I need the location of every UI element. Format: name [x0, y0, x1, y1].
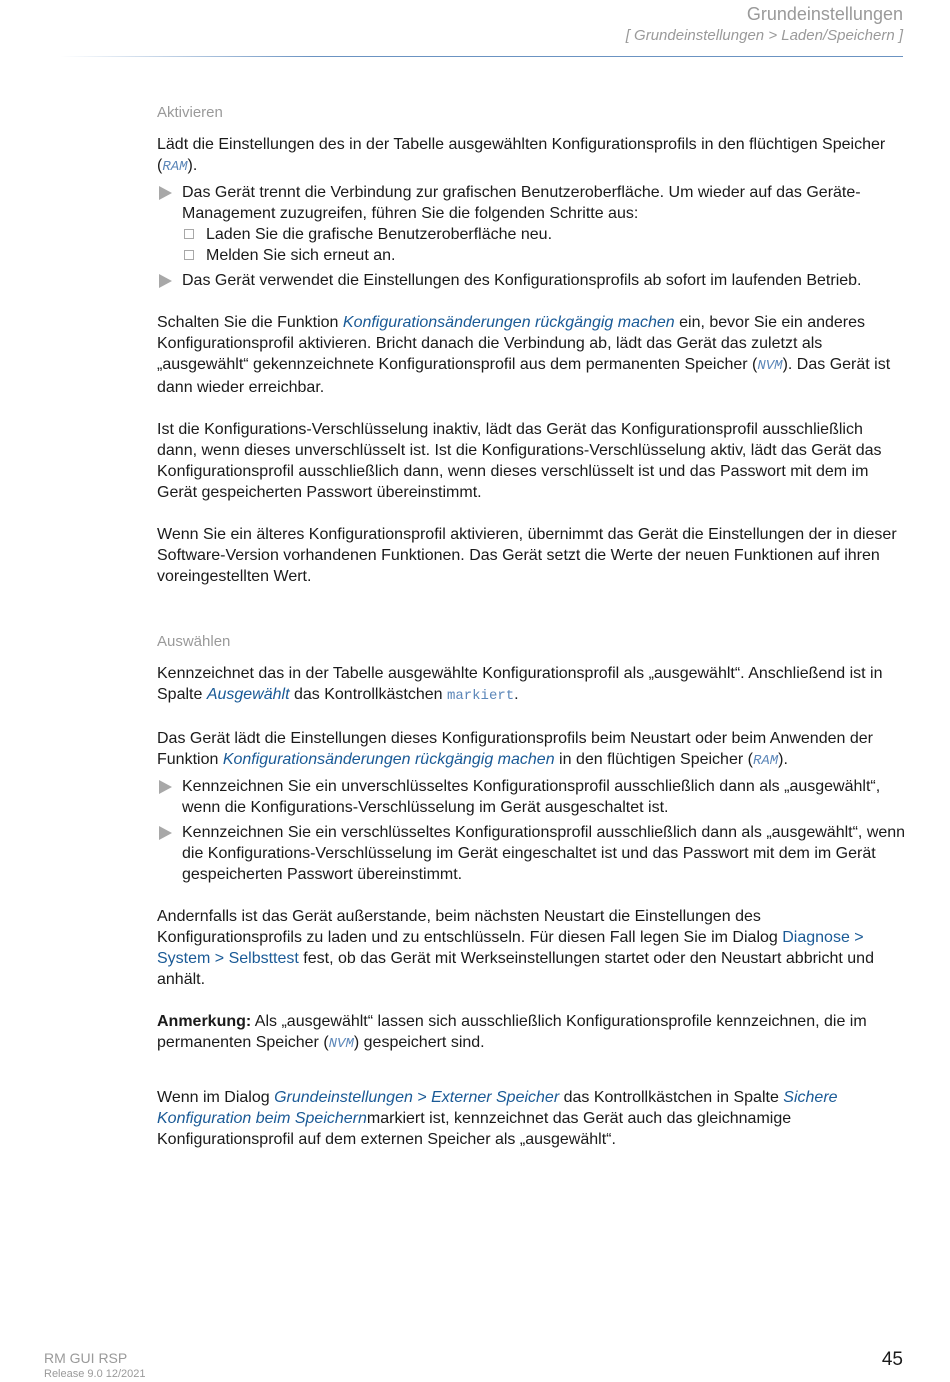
- paragraph: [157, 906, 907, 990]
- code-ram: RAM: [752, 753, 779, 769]
- text: ) gespeichert sind.: [353, 1034, 485, 1051]
- page-content: [157, 102, 907, 1171]
- result-text: Das Gerät verwendet die Einstellungen des Konfigurationsprofils ab sofort im laufenden Betrieb.: [182, 272, 862, 289]
- text: Wenn im Dialog: [157, 1089, 275, 1106]
- text: ).: [187, 157, 198, 174]
- code-nvm: NVM: [757, 358, 783, 374]
- text: Das Gerät lädt die Einstellungen dieses Konfigurationsprofils beim Neustart oder beim Anwenden der Funktion: [157, 730, 873, 768]
- step-item: [182, 224, 907, 245]
- code-nvm: NVM: [328, 1036, 354, 1052]
- text: ). Das Gerät ist dann wieder erreichbar.: [157, 356, 891, 396]
- header-breadcrumb: [ Grundeinstellungen > Laden/Speichern ]: [625, 27, 903, 44]
- text: ein, bevor Sie ein anderes Konfigurationsprofil aktivieren. Bricht danach die Verbindung ab, lädt das Gerät das zuletzt als „ausgewählt“ gekennzeichnete Konfigurationsprofil aus dem permanenten Speicher (: [157, 314, 866, 373]
- triangle-icon: [159, 186, 172, 200]
- text: Andernfalls ist das Gerät außerstande, beim nächsten Neustart die Einstellungen des Konfigurationsprofils zu laden und zu entschlüsseln. Für diesen Fall legen Sie im Dialog: [157, 908, 783, 946]
- link-externer-speicher[interactable]: Grundeinstellungen > Externer Speicher: [274, 1089, 560, 1106]
- code-ram: RAM: [162, 159, 188, 175]
- result-item: [157, 270, 907, 291]
- link-ausgewaehlt[interactable]: Ausgewählt: [206, 686, 290, 703]
- header-title: Grundeinstellungen: [746, 4, 903, 24]
- text: markiert ist, kennzeichnet das Gerät auch das gleichnamige Konfigurationsprofil auf dem externen Speicher als „ausgewählt“.: [157, 1110, 792, 1148]
- text: Kennzeichnet das in der Tabelle ausgewählte Konfigurationsprofil als „ausgewählt“. Anschließend ist in Spalte: [157, 665, 883, 703]
- paragraph: [157, 728, 907, 772]
- paragraph: [157, 663, 907, 707]
- checkbox-icon: [184, 250, 194, 260]
- link-undo-config-changes[interactable]: Konfigurationsänderungen rückgängig machen: [222, 751, 555, 768]
- text: in den flüchtigen Speicher (: [554, 751, 753, 768]
- result-text: Das Gerät trennt die Verbindung zur grafischen Benutzeroberfläche. Um wieder auf das Geräte-Management zuzugreifen, führen Sie die folgenden Schritte aus:: [182, 184, 861, 222]
- section-title-auswaehlen: Auswählen: [157, 633, 231, 650]
- code-markiert: markiert: [446, 688, 515, 704]
- text: das Kontrollkästchen: [289, 686, 447, 703]
- text: .: [514, 686, 519, 703]
- note-label: Anmerkung:: [157, 1013, 252, 1030]
- checkbox-icon: [184, 229, 194, 239]
- header-divider: [60, 56, 903, 57]
- paragraph: [157, 1087, 907, 1150]
- paragraph: Ist die Konfigurations-Verschlüsselung inaktiv, lädt das Gerät das Konfigurationsprofil ausschließlich dann, wenn dieses unverschlüsselt ist. Ist die Konfigurations-Verschlüsselung aktiv, lädt das Gerät das Konfigurationsprofil ausschließlich dann, wenn dieses verschlüsselt ist und das Passwort mit dem im Gerät gespeicherten Passwort übereinstimmt.: [157, 421, 882, 501]
- page-number: 45: [881, 1349, 903, 1370]
- text: Als „ausgewählt“ lassen sich ausschließlich Konfigurationsprofile kennzeichnen, die im permanenten Speicher (: [157, 1013, 867, 1051]
- note-paragraph: [157, 1011, 907, 1055]
- result-item: [157, 182, 907, 266]
- step-text: Melden Sie sich erneut an.: [206, 247, 396, 264]
- text: Schalten Sie die Funktion: [157, 314, 343, 331]
- triangle-icon: [159, 780, 172, 794]
- result-text: Kennzeichnen Sie ein unverschlüsseltes Konfigurationsprofil ausschließlich dann als „ausgewählt“, wenn die Konfigurations-Verschlüsselung im Gerät ausgeschaltet ist.: [182, 778, 881, 816]
- step-text: Laden Sie die grafische Benutzeroberfläche neu.: [206, 226, 553, 243]
- triangle-icon: [159, 826, 172, 840]
- result-item: [157, 822, 907, 885]
- result-item: [157, 776, 907, 818]
- link-undo-config-changes[interactable]: Konfigurationsänderungen rückgängig machen: [342, 314, 675, 331]
- text: fest, ob das Gerät mit Werkseinstellungen startet oder den Neustart abbricht und anhält.: [157, 950, 874, 988]
- text: Lädt die Einstellungen des in der Tabelle ausgewählten Konfigurationsprofils in den flüchtigen Speicher (: [157, 136, 886, 174]
- paragraph: [157, 134, 907, 178]
- result-text: Kennzeichnen Sie ein verschlüsseltes Konfigurationsprofil ausschließlich dann als „ausgewählt“, wenn die Konfigurations-Verschlüsselung im Gerät eingeschaltet ist und das Passwort mit dem im Gerät gespeicherten Passwort übereinstimmt.: [182, 824, 906, 883]
- text: das Kontrollkästchen in Spalte: [559, 1089, 784, 1106]
- step-item: [182, 245, 907, 266]
- link-sichere-konfiguration[interactable]: Sichere Konfiguration beim Speichern: [157, 1089, 838, 1127]
- triangle-icon: [159, 274, 172, 288]
- paragraph: [157, 312, 907, 398]
- footer-release: Release 9.0 12/2021: [44, 1368, 146, 1380]
- link-selbsttest[interactable]: Diagnose > System > Selbsttest: [157, 929, 864, 967]
- section-title-aktivieren: Aktivieren: [157, 104, 223, 121]
- footer-doc-name: RM GUI RSP: [44, 1350, 128, 1366]
- text: ).: [778, 751, 788, 768]
- paragraph: Wenn Sie ein älteres Konfigurationsprofil aktivieren, übernimmt das Gerät die Einstellungen der in dieser Software-Version vorhandenen Funktionen. Das Gerät setzt die Werte der neuen Funktionen auf ihren voreingestellten Wert.: [157, 526, 897, 585]
